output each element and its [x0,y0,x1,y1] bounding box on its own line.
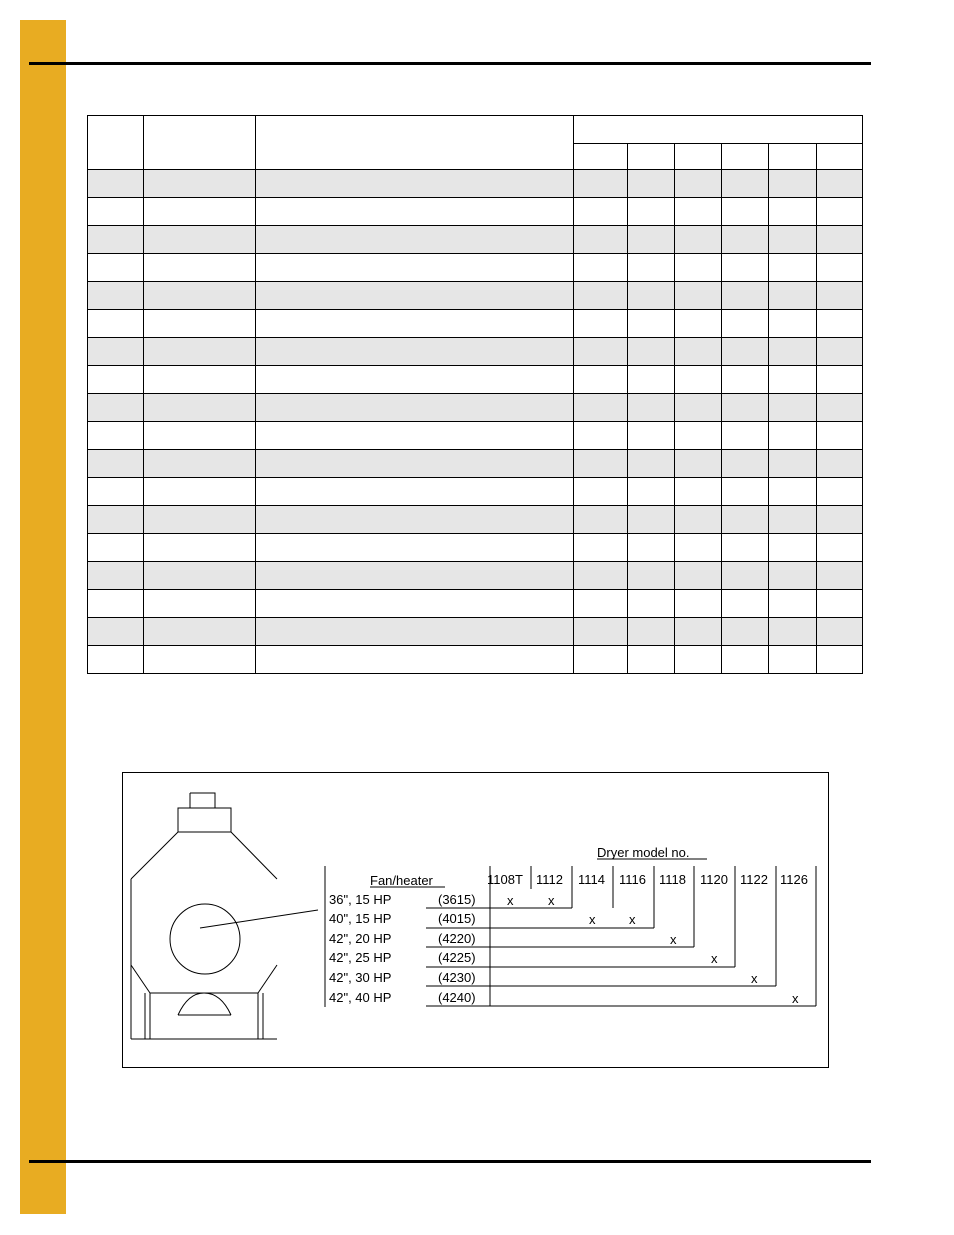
fan-size-4230: 42", 30 HP [329,970,392,985]
model-1122: 1122 [740,872,768,887]
model-1126: 1126 [780,872,808,887]
fan-size-4225: 42", 25 HP [329,950,392,965]
fan-code-4230: (4230) [438,970,476,985]
bottom-rule [29,1160,871,1163]
leader-line [200,910,318,928]
dryer-outline-illustration [131,793,318,1039]
model-1118: 1118 [659,872,686,887]
fan-code-4225: (4225) [438,950,476,965]
fan-size-4220: 42", 20 HP [329,931,392,946]
mark-3615-1112: x [548,893,555,908]
model-1116: 1116 [619,872,646,887]
fan-code-4220: (4220) [438,931,476,946]
dryer-model-title: Dryer model no. [597,845,690,860]
mark-4240-1126: x [792,991,799,1006]
model-1108t: 1108T [487,872,523,887]
fan-circle [170,904,240,974]
mark-4015-1114: x [589,912,596,927]
mark-4220-1118: x [670,932,677,947]
fan-code-4240: (4240) [438,990,476,1005]
fan-size-3615: 36", 15 HP [329,892,392,907]
fan-heater-label: Fan/heater [370,873,433,888]
mark-4230-1122: x [751,971,758,986]
model-1120: 1120 [700,872,728,887]
mark-3615-1108t: x [507,893,514,908]
fan-code-4015: (4015) [438,911,476,926]
fan-code-3615: (3615) [438,892,476,907]
model-1114: 1114 [578,872,605,887]
mark-4015-1116: x [629,912,636,927]
fan-size-4015: 40", 15 HP [329,911,392,926]
model-1112: 1112 [536,872,563,887]
fan-size-4240: 42", 40 HP [329,990,392,1005]
mark-4225-1120: x [711,951,718,966]
